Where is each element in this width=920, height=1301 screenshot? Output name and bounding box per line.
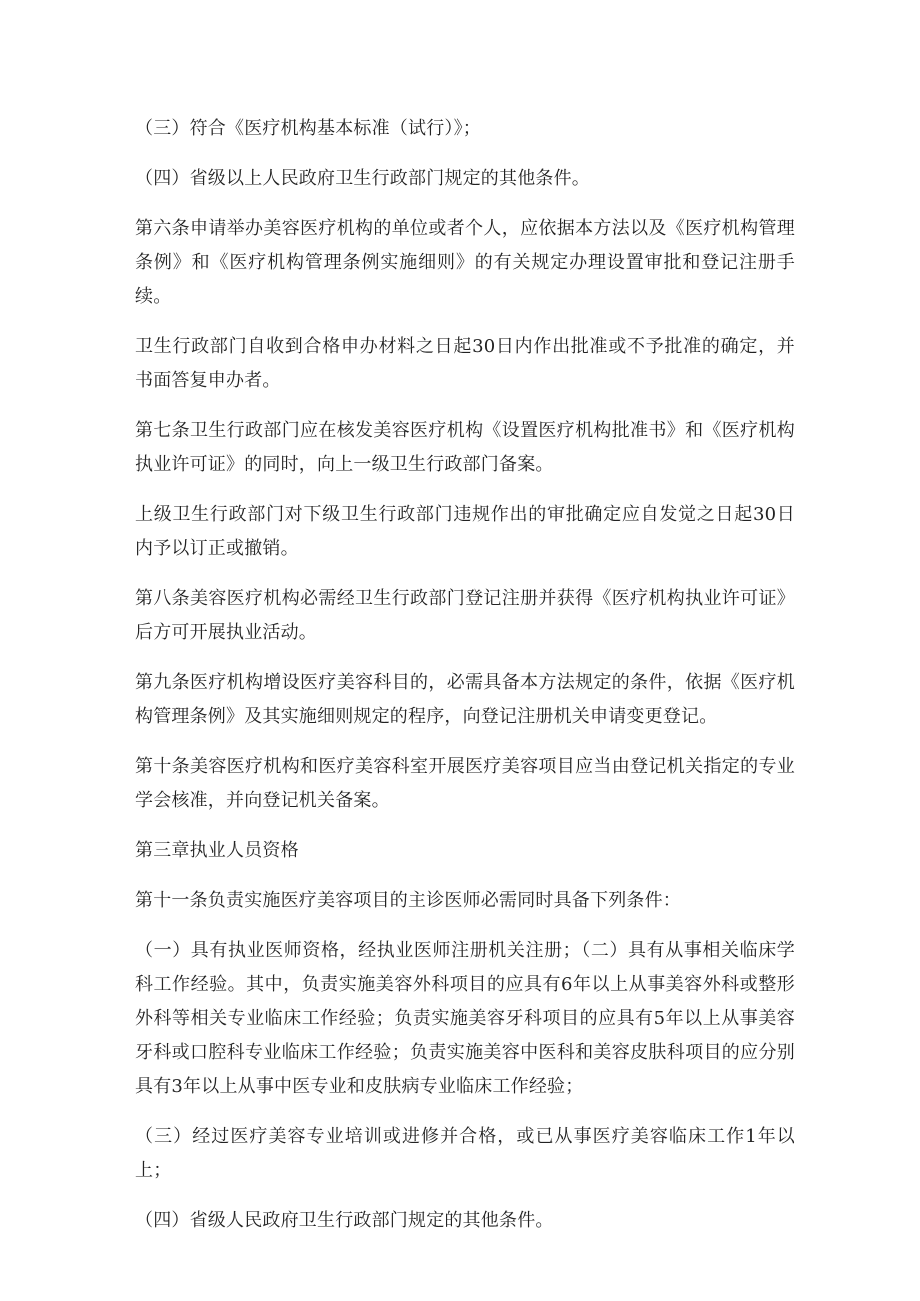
paragraph-2: （四）省级以上人民政府卫生行政部门规定的其他条件。 bbox=[135, 168, 590, 189]
paragraph-condition-4: （四）省级人民政府卫生行政部门规定的其他条件。 bbox=[135, 1210, 554, 1231]
paragraph-article-6: 第六条申请举办美容医疗机构的单位或者个人，应依据本方法以及《医疗机构管理条例》和《医疗机构管理条例实施细则》的有关规定办理设置审批和登记注册手续。 bbox=[135, 218, 795, 307]
paragraph-conditions-1-2: （一）具有执业医师资格，经执业医师注册机关注册；（二）具有从事相关临床学科工作经验。其中，负责实施美容外科项目的应具有6年以上从事美容外科或整形外科等相关专业临床工作经验；负责实施美容牙科项目的应具有5年以上从事美容牙科或口腔科专业临床工作经验；负责实施美容中医科和美容皮肤科项目的应分别具有3年以上从事中医专业和皮肤病专业临床工作经验； bbox=[135, 940, 795, 1097]
paragraph-article-7: 第七条卫生行政部门应在核发美容医疗机构《设置医疗机构批准书》和《医疗机构执业许可证》的同时，向上一级卫生行政部门备案。 bbox=[135, 420, 795, 475]
paragraph-correction: 上级卫生行政部门对下级卫生行政部门违规作出的审批确定应自发觉之日起30日内予以订正或撤销。 bbox=[135, 504, 795, 559]
paragraph-approval-deadline: 卫生行政部门自收到合格申办材料之日起30日内作出批准或不予批准的确定，并书面答复申办者。 bbox=[135, 336, 795, 391]
paragraph-article-10: 第十条美容医疗机构和医疗美容科室开展医疗美容项目应当由登记机关指定的专业学会核准，并向登记机关备案。 bbox=[135, 756, 795, 811]
paragraph-article-8: 第八条美容医疗机构必需经卫生行政部门登记注册并获得《医疗机构执业许可证》后方可开展执业活动。 bbox=[135, 588, 795, 643]
chapter-heading: 第三章执业人员资格 bbox=[135, 840, 299, 861]
paragraph-condition-3: （三）经过医疗美容专业培训或进修并合格，或已从事医疗美容临床工作1年以上； bbox=[135, 1126, 795, 1181]
document-page bbox=[135, 112, 795, 1238]
paragraph-article-9: 第九条医疗机构增设医疗美容科目的，必需具备本方法规定的条件，依据《医疗机构管理条例》及其实施细则规定的程序，向登记注册机关申请变更登记。 bbox=[135, 672, 795, 727]
paragraph-1: （三）符合《医疗机构基本标准（试行）》； bbox=[135, 118, 481, 139]
paragraph-article-11: 第十一条负责实施医疗美容项目的主诊医师必需同时具备下列条件： bbox=[135, 890, 681, 911]
